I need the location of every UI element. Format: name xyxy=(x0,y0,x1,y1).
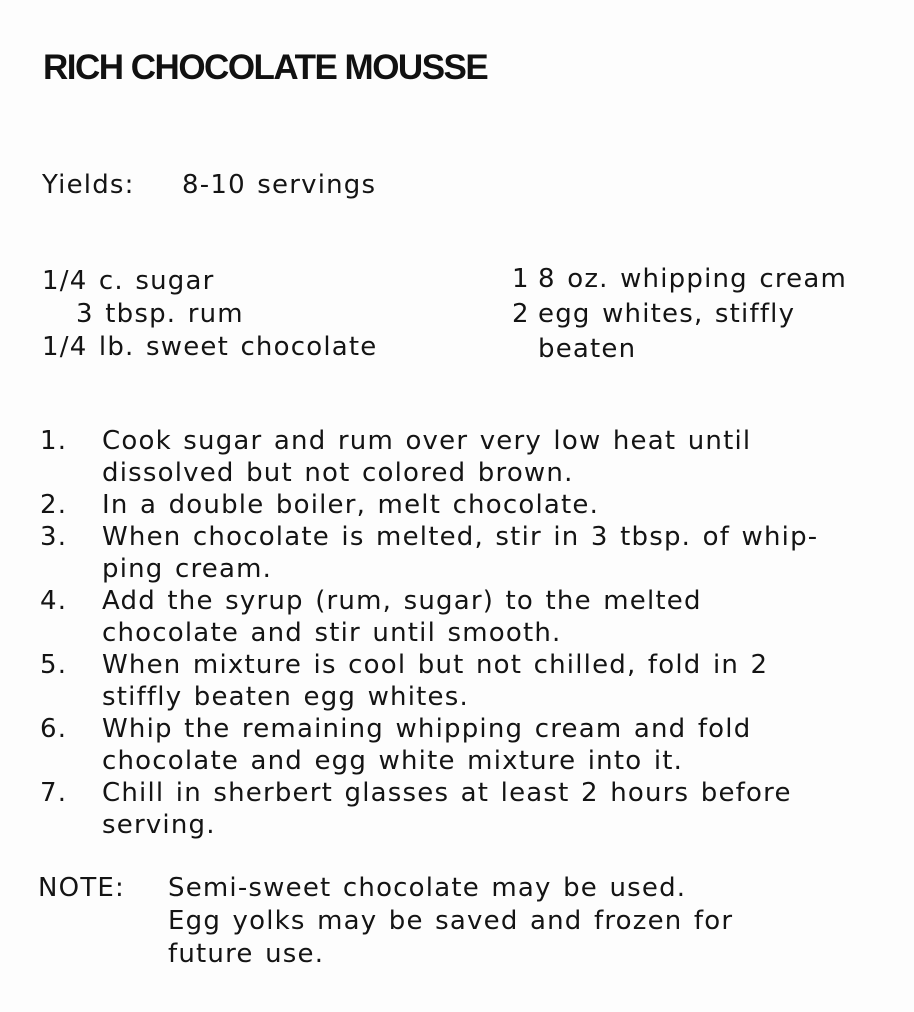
step-line: Chill in sherbert glasses at least 2 hours before xyxy=(102,778,792,808)
step-line: chocolate and egg white mixture into it. xyxy=(102,746,684,776)
note-label: NOTE: xyxy=(38,873,125,903)
step-line: Cook sugar and rum over very low heat until xyxy=(102,426,752,456)
ingredient-text: c. sugar xyxy=(98,266,215,296)
ingredient-item xyxy=(512,262,847,297)
step-line: Add the syrup (rum, sugar) to the melted xyxy=(102,586,702,616)
step-number: 2. xyxy=(40,490,68,520)
ingredient-text: beaten xyxy=(538,334,637,364)
ingredient-qty: 1/4 xyxy=(42,266,88,296)
ingredient-text: lb. sweet chocolate xyxy=(98,332,378,362)
step-text xyxy=(102,713,751,777)
step-number: 6. xyxy=(40,714,68,744)
step-line: dissolved but not colored brown. xyxy=(102,458,574,488)
step-item xyxy=(40,489,818,521)
step-item xyxy=(40,713,818,777)
step-line: chocolate and stir until smooth. xyxy=(102,618,562,648)
ingredient-text: 8 oz. whipping cream xyxy=(538,264,848,294)
recipe-title: RICH CHOCOLATE MOUSSE xyxy=(43,48,488,87)
step-line: stiffly beaten egg whites. xyxy=(102,682,469,712)
step-number: 5. xyxy=(40,650,68,680)
step-text xyxy=(102,777,792,841)
note-row xyxy=(38,905,733,938)
step-line: serving. xyxy=(102,810,216,840)
step-line: ping cream. xyxy=(102,554,273,584)
step-line: Whip the remaining whipping cream and fold xyxy=(102,714,752,744)
ingredient-qty: 3 xyxy=(76,299,94,329)
step-number: 7. xyxy=(40,778,68,808)
ingredient-qty: 2 xyxy=(512,299,530,329)
note-line: Egg yolks may be saved and frozen for xyxy=(168,906,734,936)
ingredient-qty: 1 xyxy=(512,264,530,294)
step-number: 1. xyxy=(40,426,68,456)
step-item xyxy=(40,777,818,841)
step-item xyxy=(40,585,818,649)
step-line: When chocolate is melted, stir in 3 tbsp. of whip- xyxy=(102,522,819,552)
note-line: future use. xyxy=(168,939,325,969)
ingredient-text: egg whites, stiffly xyxy=(538,299,796,329)
yields-value: 8-10 servings xyxy=(182,170,377,200)
steps-list xyxy=(40,425,818,841)
ingredients-right xyxy=(512,262,847,367)
step-item xyxy=(40,521,818,585)
ingredient-item xyxy=(42,265,377,298)
note-row xyxy=(38,872,733,905)
ingredient-qty: 1/4 xyxy=(42,332,88,362)
step-line: When mixture is cool but not chilled, fold in 2 xyxy=(102,650,769,680)
ingredient-item xyxy=(42,331,377,364)
ingredients-left xyxy=(42,265,377,364)
step-item xyxy=(40,649,818,713)
yields-line xyxy=(42,170,376,200)
step-text xyxy=(102,521,818,585)
ingredient-item xyxy=(512,297,847,332)
ingredient-item-continuation xyxy=(512,332,847,367)
note-line: Semi-sweet chocolate may be used. xyxy=(168,873,687,903)
yields-label: Yields: xyxy=(42,170,135,200)
step-text xyxy=(102,489,599,521)
ingredient-item xyxy=(42,298,377,331)
note-row xyxy=(38,938,733,971)
step-text xyxy=(102,585,702,649)
step-text xyxy=(102,649,768,713)
step-number: 3. xyxy=(40,522,68,552)
step-item xyxy=(40,425,818,489)
note-block xyxy=(38,872,733,971)
step-number: 4. xyxy=(40,586,68,616)
step-line: In a double boiler, melt chocolate. xyxy=(102,490,600,520)
ingredient-text: tbsp. rum xyxy=(105,299,244,329)
step-text xyxy=(102,425,751,489)
